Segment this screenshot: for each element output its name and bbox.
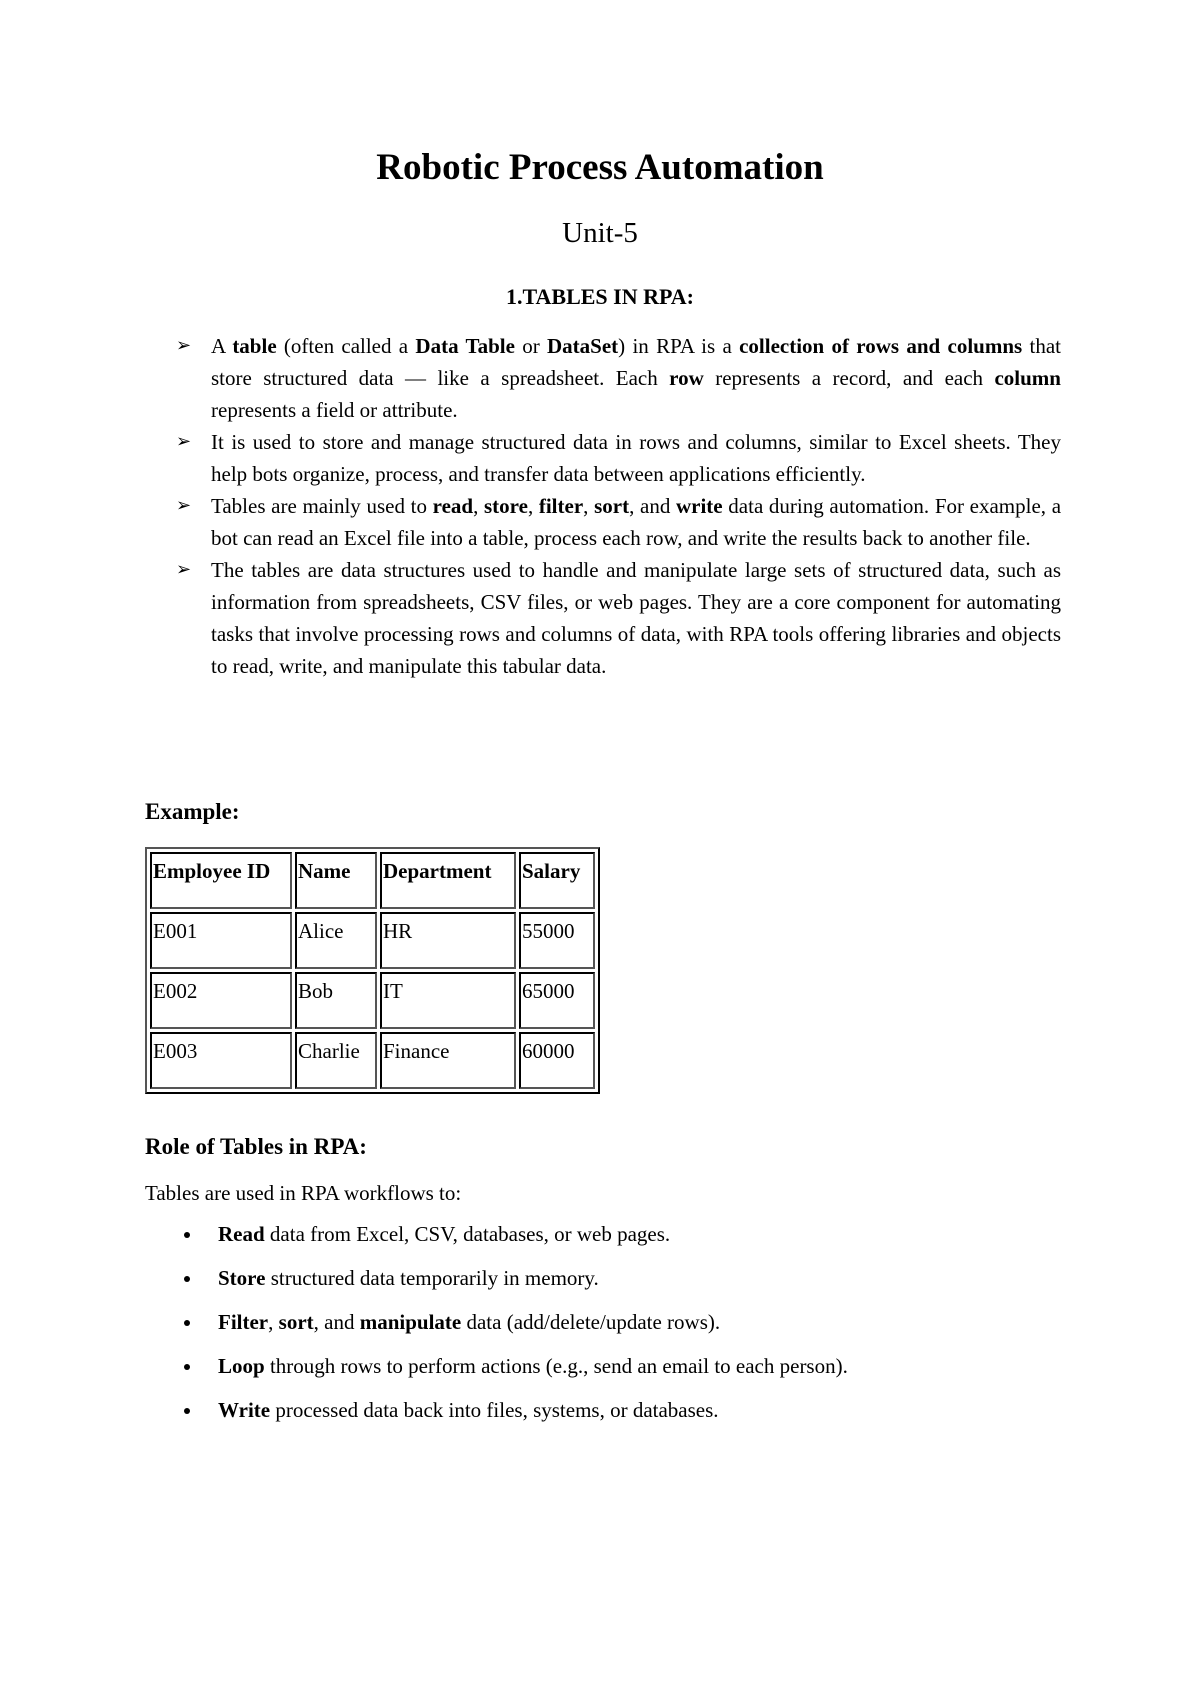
bold-text-run: column [994, 366, 1061, 390]
list-item-text [218, 1354, 848, 1378]
arrow-bullet-icon: ➢ [176, 495, 192, 516]
text-run: A [211, 334, 233, 358]
tables-bullet-list [176, 330, 1061, 682]
bold-text-run: table [232, 334, 277, 358]
bullet-text [211, 490, 1061, 554]
bold-text-run: manipulate [359, 1310, 462, 1334]
bullet-dot-icon [184, 1408, 190, 1414]
table-cell: IT [380, 972, 516, 1029]
list-item [180, 1263, 1080, 1307]
text-run: , [473, 494, 484, 518]
text-run: , and [629, 494, 676, 518]
text-run: Tables are mainly used to [211, 494, 433, 518]
bullet-dot-icon [184, 1320, 190, 1326]
bullet-item [176, 554, 1061, 682]
bold-text-run: sort [278, 1310, 314, 1334]
table-cell: E003 [150, 1032, 292, 1089]
list-item [180, 1307, 1080, 1351]
table-cell: Finance [380, 1032, 516, 1089]
text-run: data (add/delete/update rows). [461, 1310, 721, 1334]
text-run: represents a field or attribute. [211, 398, 458, 422]
text-run: , [527, 494, 539, 518]
bold-text-run: Data Table [415, 334, 515, 358]
text-run: through rows to perform actions (e.g., send an email to each person). [264, 1354, 848, 1378]
text-run: , and [313, 1310, 360, 1334]
text-run: The tables are data structures used to handle and manipulate large sets of structured data, such as information from spreadsheets, CSV files, or web pages. They are a core component for automating tasks that involve processing rows and columns of data, with RPA tools offering libraries and objects to read, write, and manipulate this tabular data. [211, 558, 1061, 678]
bold-text-run: filter [538, 494, 584, 518]
text-run: or [514, 334, 548, 358]
example-heading: Example: [145, 799, 240, 824]
bold-text-run: sort [594, 494, 630, 518]
text-run: , [583, 494, 595, 518]
bullet-dot-icon [184, 1232, 190, 1238]
text-run: data during automation. For example, a bot can read an Excel file into a table, process each row, and write the results back to another file. [211, 494, 1062, 550]
text-run: ) in RPA is a [618, 334, 740, 358]
column-header: Name [295, 852, 377, 909]
column-header: Department [380, 852, 516, 909]
table-cell: 65000 [519, 972, 595, 1029]
table-cell: 60000 [519, 1032, 595, 1089]
arrow-bullet-icon: ➢ [176, 559, 192, 580]
text-run: structured data temporarily in memory. [265, 1266, 599, 1290]
text-run: It is used to store and manage structured data in rows and columns, similar to Excel sheets. They help bots organize, process, and transfer data between applications efficiently. [211, 430, 1061, 486]
bold-text-run: Write [218, 1398, 271, 1422]
list-item [180, 1395, 1080, 1439]
arrow-bullet-icon: ➢ [176, 335, 192, 356]
column-header: Employee ID [150, 852, 292, 909]
table-cell: Bob [295, 972, 377, 1029]
unit-label: Unit-5 [562, 217, 638, 249]
table-row [150, 912, 595, 969]
bold-text-run: read [432, 494, 474, 518]
bullet-item [176, 490, 1061, 554]
bold-text-run: Loop [218, 1354, 265, 1378]
table-header-row [150, 852, 595, 909]
section-heading: 1.TABLES IN RPA: [505, 284, 695, 309]
arrow-bullet-icon: ➢ [176, 431, 192, 452]
bold-text-run: write [675, 494, 723, 518]
text-run: processed data back into files, systems, or databases. [270, 1398, 719, 1422]
column-header: Salary [519, 852, 595, 909]
table-cell: Alice [295, 912, 377, 969]
role-bullet-list [180, 1219, 1080, 1439]
table-row [150, 972, 595, 1029]
text-run: , [268, 1310, 279, 1334]
bold-text-run: Store [218, 1266, 266, 1290]
text-run: (often called a [276, 334, 416, 358]
bold-text-run: Read [218, 1222, 265, 1246]
table-cell: HR [380, 912, 516, 969]
bullet-text [211, 554, 1061, 682]
table-cell: Charlie [295, 1032, 377, 1089]
table-cell: 55000 [519, 912, 595, 969]
list-item-text [218, 1310, 720, 1334]
employee-table [145, 847, 600, 1094]
text-run: data from Excel, CSV, databases, or web pages. [264, 1222, 671, 1246]
bullet-dot-icon [184, 1276, 190, 1282]
bold-text-run: row [669, 366, 704, 390]
list-item-text [218, 1222, 670, 1246]
role-heading: Role of Tables in RPA: [145, 1134, 367, 1159]
document-title: Robotic Process Automation [376, 147, 824, 188]
text-run: represents a record, and each [703, 366, 995, 390]
list-item [180, 1351, 1080, 1395]
bullet-item [176, 330, 1061, 426]
list-item-text [218, 1398, 719, 1422]
list-item [180, 1219, 1080, 1263]
bold-text-run: store [484, 494, 528, 518]
bullet-item [176, 426, 1061, 490]
bold-text-run: Filter [218, 1310, 269, 1334]
bullet-dot-icon [184, 1364, 190, 1370]
list-item-text [218, 1266, 599, 1290]
bold-text-run: DataSet [547, 334, 619, 358]
table-cell: E002 [150, 972, 292, 1029]
bold-text-run: collection of rows and columns [739, 334, 1023, 358]
role-intro: Tables are used in RPA workflows to: [145, 1181, 462, 1205]
bullet-text [211, 426, 1061, 490]
bullet-text [211, 330, 1061, 426]
text-run: that store structured data — like a spreadsheet. Each [211, 334, 1062, 390]
table-row [150, 1032, 595, 1089]
table-cell: E001 [150, 912, 292, 969]
